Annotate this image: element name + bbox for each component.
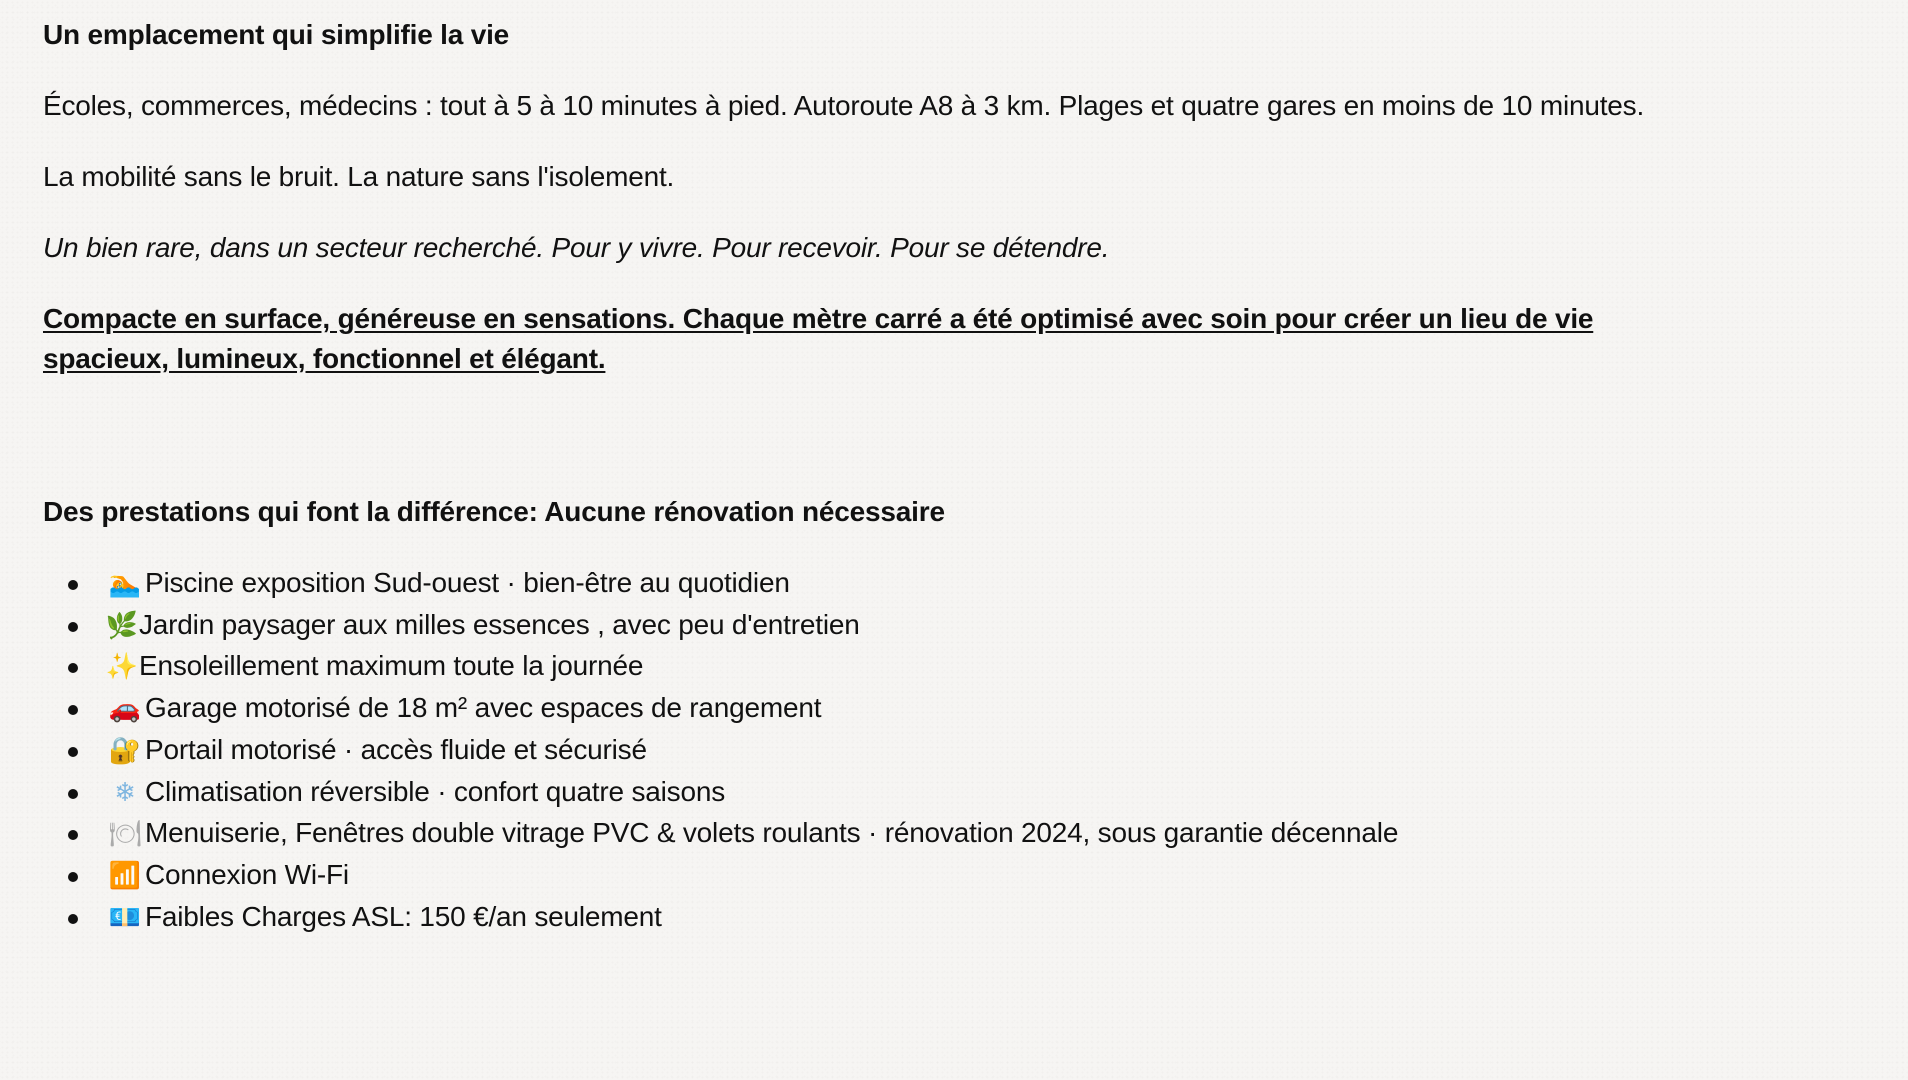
feature-text: Portail motorisé · accès fluide et sécurisé	[145, 733, 647, 765]
bullet-icon	[68, 580, 78, 590]
document-page	[43, 15, 1843, 938]
bullet-icon	[68, 872, 78, 882]
bullet-icon	[68, 789, 78, 799]
feature-text: Garage motorisé de 18 m² avec espaces de rangement	[145, 692, 822, 724]
list-item	[68, 605, 1843, 647]
spacer	[43, 379, 1843, 492]
bullet-icon	[68, 830, 78, 840]
paragraph-nearby-services: Écoles, commerces, médecins : tout à 5 à 10 minutes à pied. Autoroute A8 à 3 km. Plages et quatre gares en moins de 10 minutes.	[43, 90, 1645, 121]
bullet-icon	[68, 705, 78, 715]
car-icon: 🚗	[108, 694, 142, 725]
list-item	[68, 855, 1843, 897]
feature-text: Menuiserie, Fenêtres double vitrage PVC & volets roulants · rénovation 2024, sous garantie décennale	[145, 817, 1399, 849]
features-list	[43, 563, 1843, 938]
paragraph-mobility: La mobilité sans le bruit. La nature sans l'isolement.	[43, 161, 675, 192]
list-item	[68, 730, 1843, 772]
list-item	[68, 688, 1843, 730]
paragraph-rare-property: Un bien rare, dans un secteur recherché. Pour y vivre. Pour recevoir. Pour se détendre.	[43, 232, 1110, 263]
feature-text: Faibles Charges ASL: 150 €/an seulement	[145, 900, 662, 932]
signal-icon: 📶	[108, 860, 142, 891]
feature-text: Jardin paysager aux milles essences , avec peu d'entretien	[139, 608, 860, 640]
snowflake-icon: ❄	[114, 777, 136, 808]
list-item	[68, 897, 1843, 939]
section-heading-location: Un emplacement qui simplifie la vie	[43, 19, 510, 50]
lock-icon: 🔐	[108, 735, 142, 766]
window-icon: 🍽	[108, 819, 142, 850]
paragraph-compact-line1: Compacte en surface, généreuse en sensations. Chaque mètre carré a été optimisé avec soin pour créer un lieu de vie	[43, 303, 1594, 334]
herb-icon: 🌿	[105, 610, 139, 641]
feature-text: Piscine exposition Sud-ouest · bien-être au quotidien	[145, 567, 790, 598]
list-item	[68, 772, 1843, 814]
pool-icon: 🏊	[108, 569, 142, 599]
feature-text: Ensoleillement maximum toute la journée	[139, 650, 644, 682]
list-item	[68, 563, 1843, 605]
paragraph-compact-generous	[43, 299, 1843, 379]
bullet-icon	[68, 914, 78, 924]
paragraph-compact-line2: spacieux, lumineux, fonctionnel et élégant.	[43, 343, 606, 374]
sparkles-icon: ✨	[105, 652, 139, 683]
money-icon: 💶	[108, 902, 142, 933]
feature-text: Connexion Wi-Fi	[145, 858, 349, 890]
feature-text: Climatisation réversible · confort quatre saisons	[145, 775, 726, 807]
list-item	[68, 813, 1843, 855]
bullet-icon	[68, 663, 78, 673]
list-item	[68, 646, 1843, 688]
bullet-icon	[68, 622, 78, 632]
section-heading-features: Des prestations qui font la différence: Aucune rénovation nécessaire	[43, 496, 945, 527]
bullet-icon	[68, 747, 78, 757]
